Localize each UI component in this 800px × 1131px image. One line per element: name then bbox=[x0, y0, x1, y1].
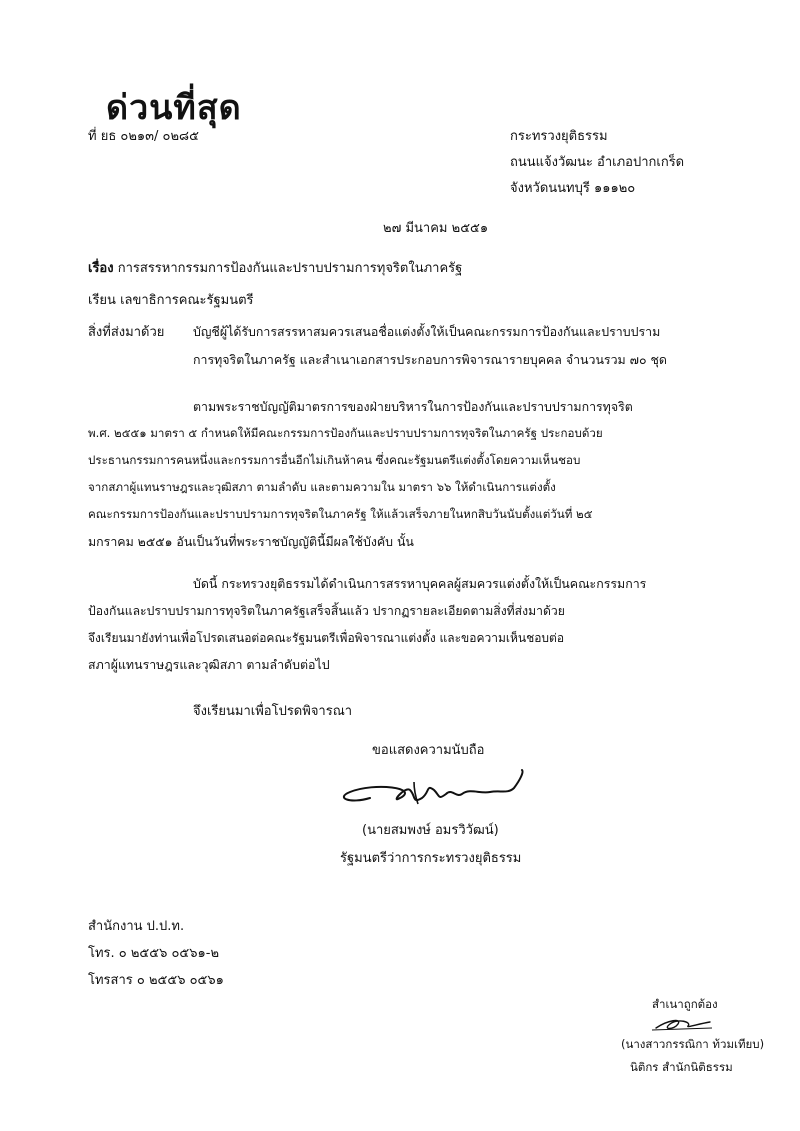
addressee-label: เรียน bbox=[88, 293, 116, 308]
document-number: ที่ ยธ ๐๒๑๓/ ๐๒๘๕ bbox=[88, 129, 199, 144]
paragraph-2-line-1: บัดนี้ กระทรวงยุติธรรมได้ดำเนินการสรรหาบุคคลผู้สมควรแต่งตั้งให้เป็นคณะกรรมการ bbox=[193, 576, 647, 591]
subject-label: เรื่อง bbox=[88, 261, 114, 276]
paragraph-2-line-2: ป้องกันและปราบปรามการทุจริตในภาครัฐเสร็จสิ้นแล้ว ปรากฏรายละเอียดตามสิ่งที่ส่งมาด้วย bbox=[88, 604, 565, 618]
paragraph-1-line-3: ประธานกรรมการคนหนึ่งและกรรมการอื่นอีกไม่เกินห้าคน ซึ่งคณะรัฐมนตรีแต่งตั้งโดยความเห็นชอบ bbox=[88, 453, 581, 467]
office-phone: โทร. ๐ ๒๕๕๖ ๐๕๖๑-๒ bbox=[88, 946, 220, 961]
subject-text: การสรรหากรรมการป้องกันและปราบปรามการทุจริตในภาครัฐ bbox=[117, 261, 463, 276]
letter-date: ๒๗ มีนาคม ๒๕๕๑ bbox=[383, 221, 489, 236]
paragraph-1-line-2: พ.ศ. ๒๕๕๑ มาตรา ๕ กำหนดให้มีคณะกรรมการป้องกันและปราบปรามการทุจริตในภาครัฐ ประกอบด้วย bbox=[88, 426, 603, 440]
subject-line bbox=[88, 262, 462, 275]
paragraph-1-line-4: จากสภาผู้แทนราษฎรและวุฒิสภา ตามลำดับ และตามความใน มาตรา ๖๖ ให้ดำเนินการแต่งตั้ง bbox=[88, 480, 556, 494]
signature-scribble bbox=[330, 768, 540, 818]
urgency-stamp: ด่วนที่สุด bbox=[106, 88, 242, 128]
addressee-line bbox=[88, 294, 254, 307]
paragraph-1-line-1: ตามพระราชบัญญัติมาตรการของฝ่ายบริหารในการป้องกันและปราบปรามการทุจริต bbox=[193, 399, 633, 414]
certifier-position: นิติกร สำนักนิติธรรม bbox=[630, 1060, 733, 1074]
certified-copy-label: สำเนาถูกต้อง bbox=[652, 997, 718, 1011]
enclosure-label: สิ่งที่ส่งมาด้วย bbox=[88, 325, 165, 340]
org-line-1: กระทรวงยุติธรรม bbox=[510, 129, 608, 144]
certifier-signature bbox=[648, 1012, 718, 1034]
addressee-text: เลขาธิการคณะรัฐมนตรี bbox=[120, 293, 254, 308]
office-name: สำนักงาน ป.ป.ท. bbox=[88, 919, 185, 934]
salutation: ขอแสดงความนับถือ bbox=[372, 743, 485, 758]
enclosure-line-2: การทุจริตในภาครัฐ และสำเนาเอกสารประกอบการพิจารณารายบุคคล จำนวนรวม ๗๐ ชุด bbox=[193, 352, 667, 367]
paragraph-1-line-5: คณะกรรมการป้องกันและปราบปรามการทุจริตในภาครัฐ ให้แล้วเสร็จภายในหกสิบวันนับตั้งแต่วันที่ ๒๕ bbox=[88, 507, 593, 521]
org-line-2: ถนนแจ้งวัฒนะ อำเภอปากเกร็ด bbox=[510, 155, 685, 170]
enclosure-line-1: บัญชีผู้ได้รับการสรรหาสมควรเสนอชื่อแต่งตั้งให้เป็นคณะกรรมการป้องกันและปราบปราม bbox=[193, 324, 661, 339]
office-fax: โทรสาร ๐ ๒๕๕๖ ๐๕๖๑ bbox=[88, 973, 224, 988]
paragraph-1-line-6: มกราคม ๒๕๕๑ อันเป็นวันที่พระราชบัญญัตินี้มีผลใช้บังคับ นั้น bbox=[88, 534, 414, 549]
certifier-name: (นางสาวกรรณิกา ท้วมเทียบ) bbox=[621, 1037, 765, 1051]
signatory-name: (นายสมพงษ์ อมรวิวัฒน์) bbox=[362, 823, 499, 838]
closing-request: จึงเรียนมาเพื่อโปรดพิจารณา bbox=[193, 704, 353, 719]
paragraph-2-line-3: จึงเรียนมายังท่านเพื่อโปรดเสนอต่อคณะรัฐมนตรีเพื่อพิจารณาแต่งตั้ง และขอความเห็นชอบต่อ bbox=[88, 631, 565, 645]
paragraph-2-line-4: สภาผู้แทนราษฎรและวุฒิสภา ตามลำดับต่อไป bbox=[88, 657, 330, 672]
org-line-3: จังหวัดนนทบุรี ๑๑๑๒๐ bbox=[510, 181, 636, 196]
signatory-position: รัฐมนตรีว่าการกระทรวงยุติธรรม bbox=[340, 851, 522, 866]
